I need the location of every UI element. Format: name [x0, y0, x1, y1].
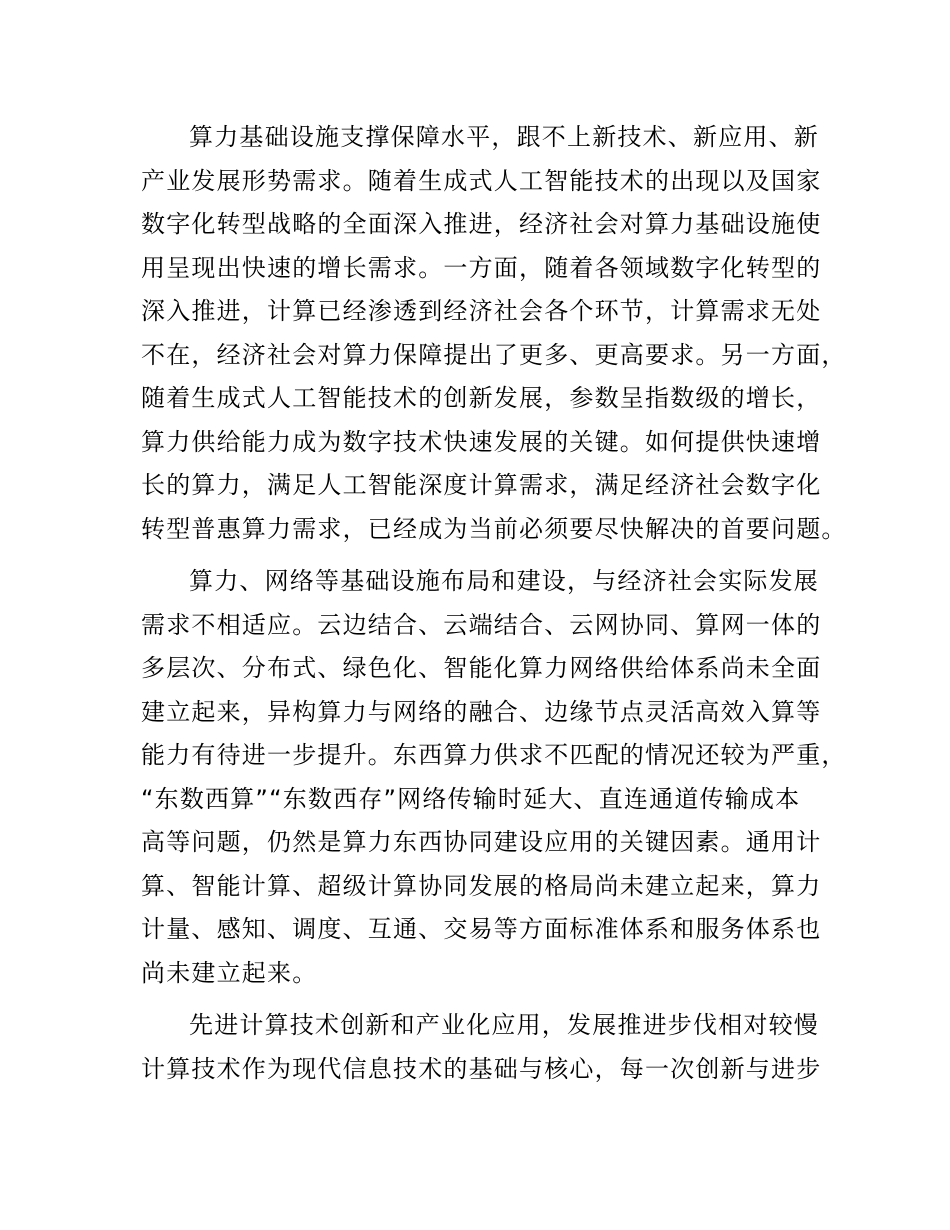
text-line: 不在，经济社会对算力保障提出了更多、更高要求。另一方面，	[141, 340, 847, 369]
text-line: 随着生成式人工智能技术的创新发展，参数呈指数级的增长，	[141, 384, 822, 412]
text-line: 用呈现出快速的增长需求。一方面，随着各领域数字化转型的	[141, 253, 822, 282]
text-line: 算力基础设施支撑保障水平，跟不上新技术、新应用、新	[189, 123, 819, 151]
text-line: 计算技术作为现代信息技术的基础与核心，每一次创新与进步	[141, 1054, 822, 1083]
text-line: 转型普惠算力需求，已经成为当前必须要尽快解决的首要问题。	[141, 514, 847, 543]
document-body	[141, 116, 847, 1091]
text-line: “东数西算”“东数西存”网络传输时延大、直连通道传输成本	[141, 784, 801, 813]
paragraph	[141, 116, 847, 551]
text-line: 算、智能计算、超级计算协同发展的格局尚未建立起来，算力	[141, 871, 822, 900]
text-line: 需求不相适应。云边结合、云端结合、云网协同、算网一体的	[141, 610, 822, 639]
text-line: 深入推进，计算已经渗透到经济社会各个环节，计算需求无处	[141, 297, 822, 325]
text-line: 数字化转型战略的全面深入推进，经济社会对算力基础设施使	[141, 210, 822, 238]
text-line: 建立起来，异构算力与网络的融合、边缘节点灵活高效入算等	[141, 697, 822, 726]
paragraph	[141, 1004, 841, 1091]
text-line: 计量、感知、调度、互通、交易等方面标准体系和服务体系也	[141, 915, 822, 943]
text-line: 算力供给能力成为数字技术快速发展的关键。如何提供快速增	[141, 427, 822, 456]
text-line: 长的算力，满足人工智能深度计算需求，满足经济社会数字化	[141, 471, 822, 499]
text-line: 能力有待进一步提升。东西算力供求不匹配的情况还较为严重，	[141, 741, 847, 769]
paragraph-spacer	[141, 551, 841, 560]
text-line: 先进计算技术创新和产业化应用，发展推进步伐相对较慢	[189, 1011, 819, 1039]
text-line: 多层次、分布式、绿色化、智能化算力网络供给体系尚未全面	[141, 654, 822, 682]
text-line: 算力、网络等基础设施布局和建设，与经济社会实际发展	[189, 567, 819, 595]
paragraph-spacer	[141, 995, 841, 1004]
paragraph	[141, 560, 847, 995]
text-line: 高等问题，仍然是算力东西协同建设应用的关键因素。通用计	[141, 828, 822, 856]
text-line: 尚未建立起来。	[141, 958, 318, 987]
text-line: 产业发展形势需求。随着生成式人工智能技术的出现以及国家	[141, 166, 822, 195]
